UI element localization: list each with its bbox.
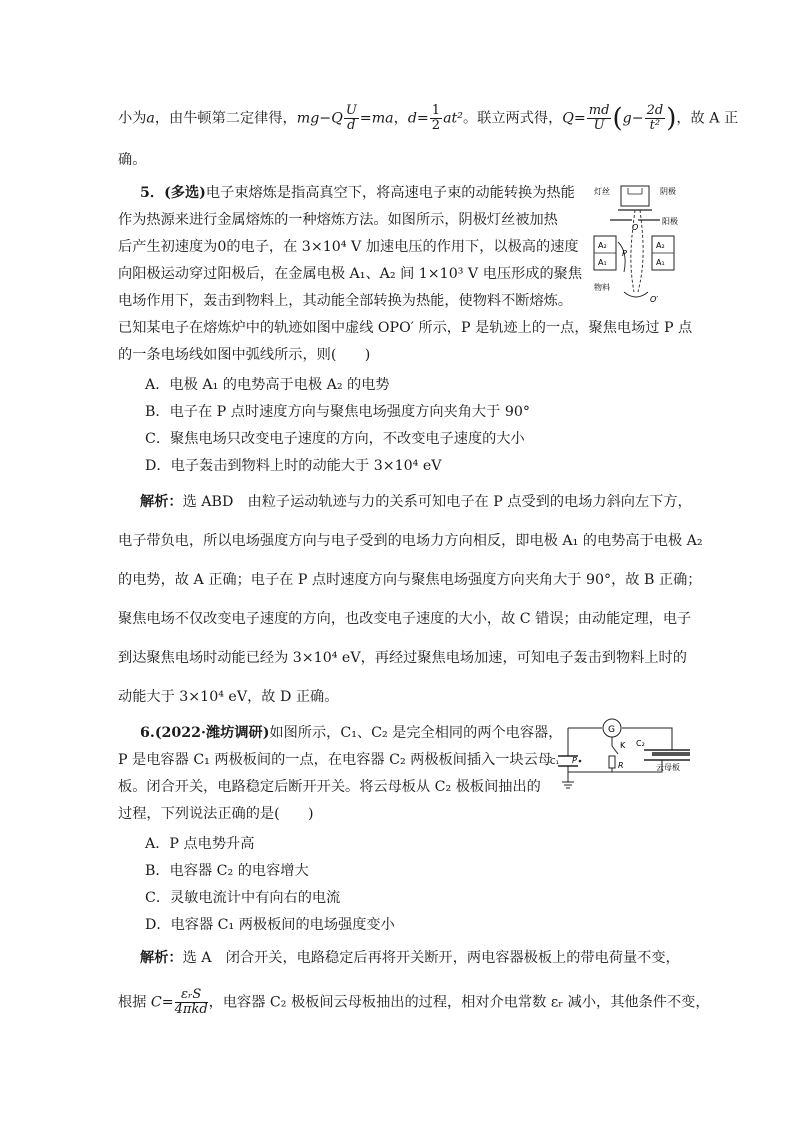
fraction-numerator: 1 [431, 103, 441, 118]
formula-part: Q [562, 110, 574, 127]
formula-part: = [161, 994, 174, 1011]
text: 根据 [118, 994, 151, 1011]
fraction-md-over-u [587, 104, 612, 133]
q5-solution-line-5: 到达聚焦电场时动能已经为 3×10⁴ eV，再经过聚焦电场加速，可知电子轰击到物料上时的 [118, 650, 687, 666]
q5-line-6: 已知某电子在熔炼炉中的轨迹如图中虚线 OPO′ 所示，P 是轨迹上的一点，聚焦电场过 P 点 [118, 320, 693, 336]
electron-beam-furnace-diagram [588, 180, 688, 305]
point-p-dot [579, 760, 582, 763]
text: 如图所示，C₁、C₂ 是完全相同的两个电容器， [269, 725, 563, 741]
q5-solution-line-6: 动能大于 3×10⁴ eV，故 D 正确。 [118, 689, 339, 705]
fraction-denominator: t² [649, 118, 661, 133]
q5-solution-line-3: 的电势，故 A 正确；电子在 P 点时速度方向与聚焦电场强度方向夹角大于 90°，故 B 正确； [118, 572, 702, 588]
q5-option-d: D．电子轰击到物料上时的动能大于 3×10⁴ eV [145, 458, 442, 474]
question-tag: (2022·潍坊调研) [154, 725, 270, 741]
question-number: 5． [140, 185, 165, 201]
filament-wire [628, 188, 642, 194]
q6-line-1 [140, 723, 562, 743]
label-cathode: 阴极 [660, 187, 676, 196]
label-o-prime: O′ [650, 295, 659, 304]
fraction-denominator: 2 [431, 118, 441, 133]
q6-solution-line-2 [118, 988, 710, 1017]
text: ，故 A 正 [676, 110, 739, 127]
left-paren: ( [612, 103, 623, 134]
resistor [609, 756, 615, 768]
label-p: P [572, 756, 577, 765]
solution-label: 解析： [140, 950, 183, 966]
text: 小为 [118, 110, 147, 127]
formula-part: C [150, 994, 162, 1011]
q5-line-2: 作为热源来进行金属熔炼的一种熔炼方法。如图所示，阴极灯丝被加热 [118, 212, 558, 228]
fraction-numerator: εᵣS [175, 988, 208, 1003]
q6-option-c: C．灵敏电流计中有向右的电流 [145, 890, 341, 906]
solution-label: 解析： [140, 494, 183, 510]
capacitor-circuit-diagram [552, 716, 692, 792]
label-mica: 云母板 [656, 763, 680, 772]
q5-line-3: 后产生初速度为0的电子，在 3×10⁴ V 加速电压的作用下，以极高的速度 [118, 239, 579, 255]
q5-solution-line-1 [140, 492, 692, 512]
q5-option-b: B．电子在 P 点时速度方向与聚焦电场强度方向夹角大于 90° [145, 404, 530, 420]
label-a1-right: A₁ [656, 258, 665, 267]
formula-part: = [359, 110, 372, 127]
label-g: G [608, 725, 615, 735]
q5-line-7: 的一条电场线如图中弧线所示，则( ) [118, 347, 371, 363]
q5-line-1 [140, 183, 575, 203]
label-filament: 灯丝 [594, 187, 610, 196]
q6-solution-line-1 [140, 948, 680, 968]
question-number: 6. [140, 725, 155, 741]
fraction-capacitance [175, 988, 208, 1017]
formula-part: ma [371, 110, 394, 127]
formula-part: = [416, 110, 429, 127]
solution-continuation-end: 确。 [118, 152, 147, 168]
label-c2: C₂ [636, 739, 645, 748]
q6-line-2: P 是电容器 C₁ 两极板间的一点，在电容器 C₂ 两极板间插入一块云母 [118, 752, 553, 768]
text: 。联立两式得， [462, 110, 563, 127]
q5-option-c: C．聚焦电场只改变电子速度的方向，不改变电子速度的大小 [145, 431, 525, 447]
mica-sheet [652, 752, 690, 756]
q5-line-4: 向阳极运动穿过阳极后，在金属电极 A₁、A₂ 间 1×10³ V 电压形成的聚焦 [118, 266, 583, 282]
q6-line-4: 过程，下列说法正确的是( ) [118, 806, 314, 822]
fraction-denominator: 4πkd [174, 1002, 208, 1017]
label-r: R [618, 761, 624, 770]
label-material: 物料 [594, 283, 610, 292]
filament-housing [621, 186, 649, 206]
text: 电子束熔炼是指高真空下，将高速电子束的动能转换为热能 [205, 185, 575, 201]
formula-part: at² [443, 110, 463, 127]
formula-part: d [407, 110, 417, 127]
formula-part: − [631, 110, 644, 127]
material-arc [624, 292, 648, 297]
fraction-2d-over-t2 [645, 104, 666, 133]
text: ，由牛顿第二定律得， [154, 110, 297, 127]
formula-part: Q [331, 110, 343, 127]
fraction-u-over-d [344, 104, 359, 133]
text: ，电容器 C₂ 极板间云母板抽出的过程，相对介电常数 εᵣ 减小，其他条件不变， [208, 994, 710, 1011]
q6-line-3: 板。闭合开关，电路稳定后断开开关。将云母板从 C₂ 极板间抽出的 [118, 779, 541, 795]
label-c1: C₁ [550, 757, 559, 766]
q6-option-b: B．电容器 C₂ 的电容增大 [145, 863, 309, 879]
question-tag: (多选) [164, 185, 206, 201]
label-anode: 阳极 [662, 217, 678, 226]
q5-solution-line-2: 电子带负电，所以电场强度方向与电子受到的电场力方向相反，即电极 A₁ 的电势高于电极 A₂ [118, 533, 703, 549]
q5-line-5: 电场作用下，轰击到物料上，其动能全部转换为热能，使物料不断熔炼。 [118, 293, 573, 309]
label-o: O [632, 223, 639, 232]
label-a2-right: A₂ [656, 241, 665, 250]
fraction-one-half [430, 104, 442, 133]
q6-option-d: D．电容器 C₁ 两极板间的电场强度变小 [145, 917, 395, 933]
text: ， [393, 110, 408, 127]
fraction-denominator: d [347, 118, 356, 133]
q6-option-a: A．P 点电势升高 [145, 836, 255, 852]
switch-k [612, 737, 618, 754]
fraction-numerator: U [345, 103, 357, 118]
label-p: P [622, 249, 627, 258]
text: 选 A 闭合开关，电路稳定后再将开关断开，两电容器极板上的带电荷量不变， [182, 950, 680, 966]
fraction-numerator: 2d [646, 103, 664, 118]
var-a: a [146, 110, 155, 127]
formula-part: g [622, 110, 632, 127]
label-a1-left: A₁ [598, 258, 607, 267]
formula-part: − [319, 110, 332, 127]
formula-part: = [573, 110, 586, 127]
q5-solution-line-4: 聚焦电场不仅改变电子速度的方向，也改变电子速度的大小，故 C 错误；由动能定理，电子 [118, 611, 692, 627]
label-k: K [620, 741, 626, 750]
label-a2-left: A₂ [598, 241, 607, 250]
solution-continuation-line [118, 104, 738, 133]
fraction-denominator: U [593, 118, 605, 133]
text: 选 ABD 由粒子运动轨迹与力的关系可知电子在 P 点受到的电场力斜向左下方， [182, 494, 692, 510]
fraction-numerator: md [588, 103, 610, 118]
electron-trajectory-right [638, 210, 643, 292]
formula-part: mg [296, 110, 320, 127]
q5-option-a: A．电极 A₁ 的电势高于电极 A₂ 的电势 [145, 377, 390, 393]
right-paren: ) [666, 103, 677, 134]
